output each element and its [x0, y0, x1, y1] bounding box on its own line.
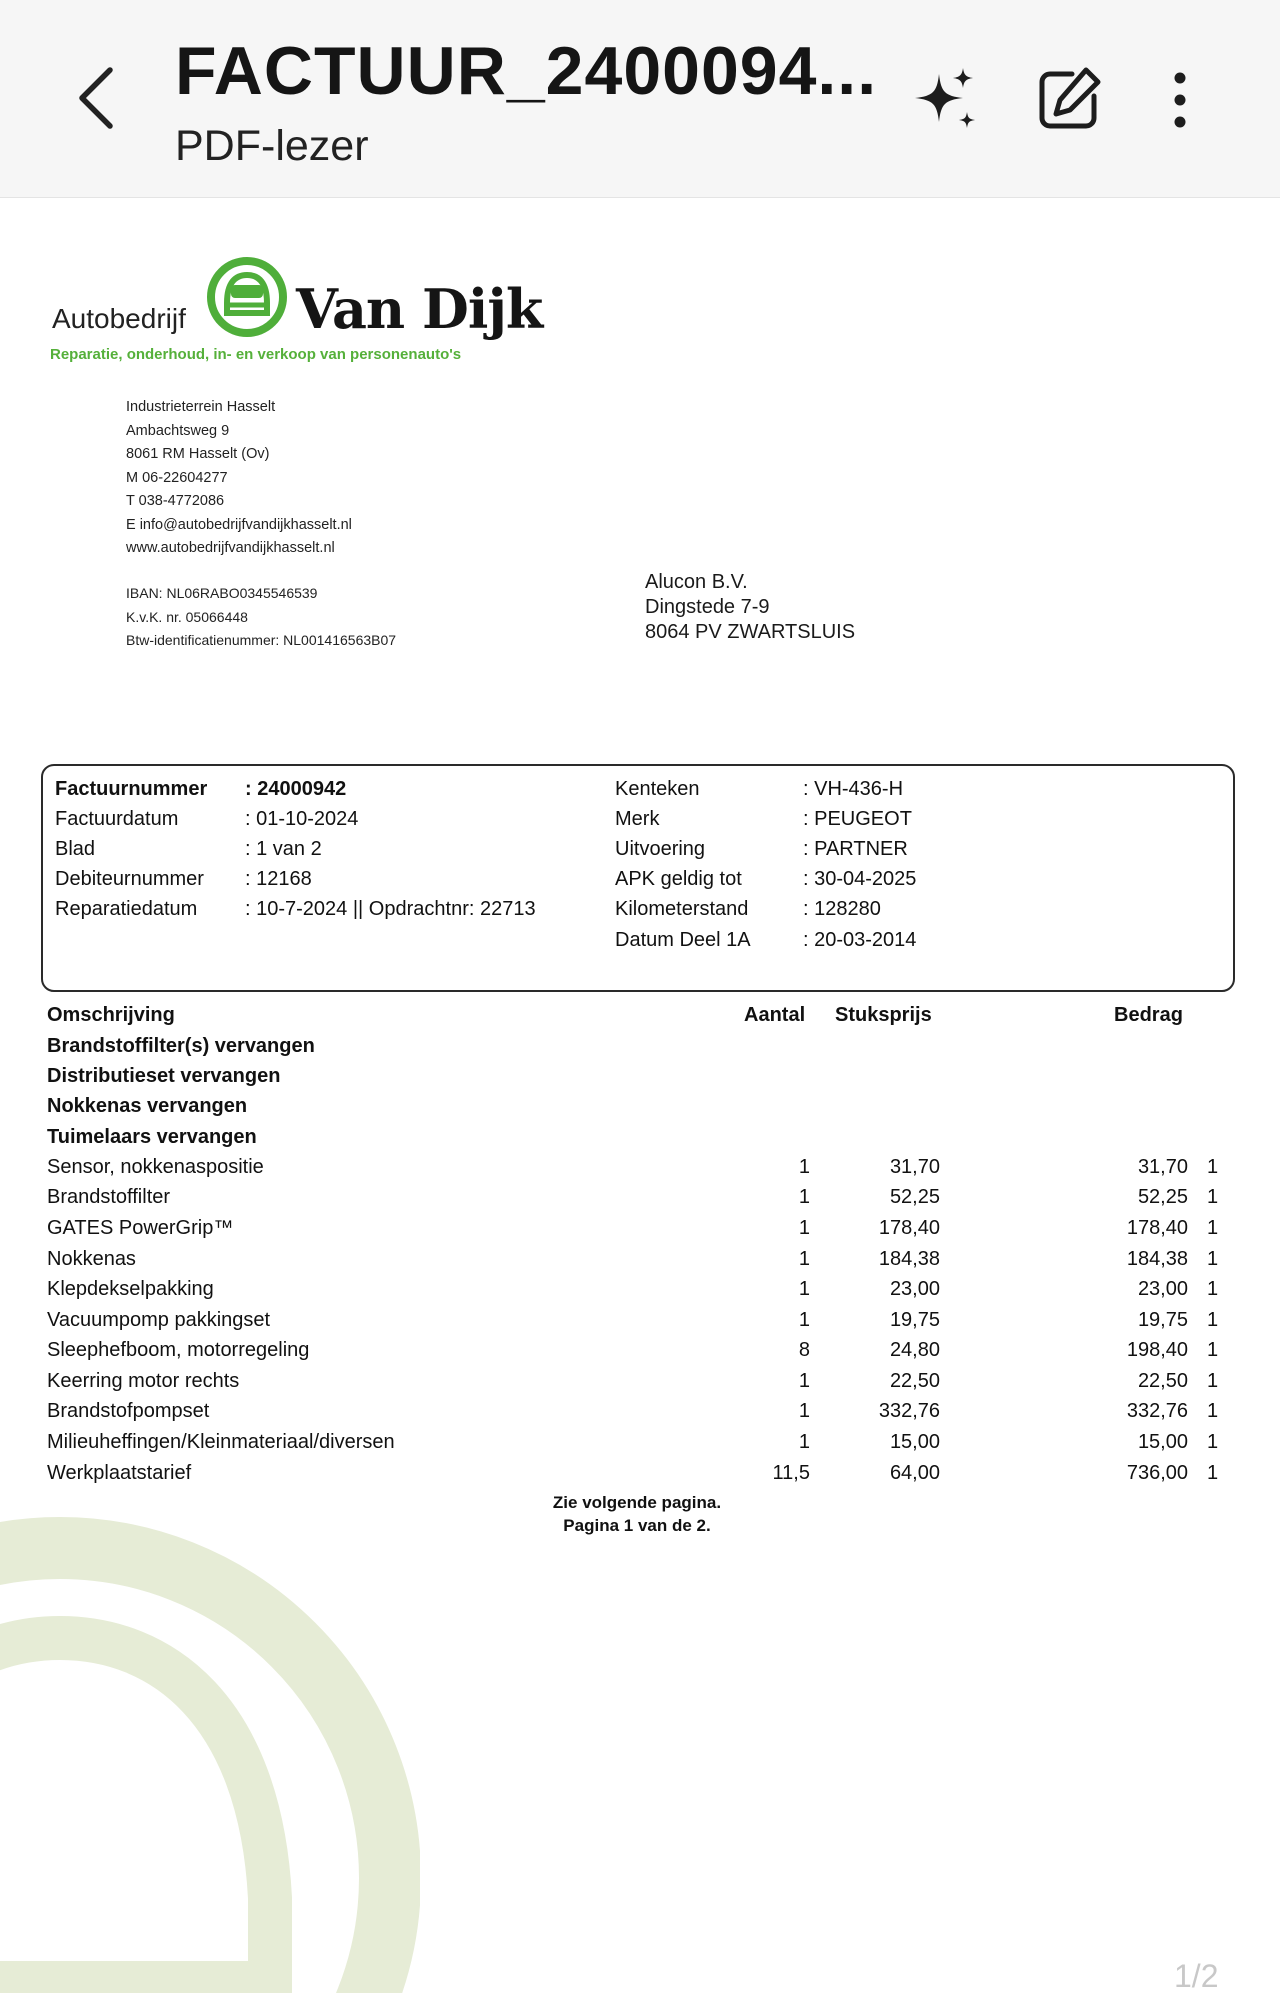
item-description: Werkplaatstarief — [47, 1462, 192, 1484]
task-line: Tuimelaars vervangen — [47, 1126, 257, 1148]
vehicle-brand: : PEUGEOT — [803, 808, 912, 830]
license-plate: : VH-436-H — [803, 778, 904, 800]
info-label: Factuurdatum — [55, 808, 179, 830]
item-description: Keerring motor rechts — [47, 1370, 240, 1392]
table-row — [0, 1462, 1280, 1492]
item-unit-price: 31,70 — [889, 1156, 940, 1178]
column-header-quantity: Aantal — [744, 1004, 806, 1026]
company-address-block — [126, 396, 352, 561]
table-row — [0, 1186, 1280, 1216]
recipient-city: 8064 PV ZWARTSLUIS — [645, 621, 856, 643]
info-label: Uitvoering — [615, 838, 706, 860]
task-line: Brandstoffilter(s) vervangen — [47, 1035, 315, 1057]
column-header-description: Omschrijving — [47, 1004, 175, 1026]
website-url: www.autobedrijfvandijkhasselt.nl — [126, 540, 335, 556]
recipient-name: Alucon B.V. — [645, 571, 748, 593]
table-row — [0, 1339, 1280, 1369]
item-quantity: 1 — [798, 1431, 810, 1453]
item-amount: 22,50 — [1137, 1370, 1188, 1392]
item-vat-code: 1 — [1207, 1462, 1219, 1484]
info-label: Kilometerstand — [615, 898, 749, 920]
info-label: Blad — [55, 838, 96, 860]
info-label: Merk — [615, 808, 660, 830]
app-bar — [0, 0, 1280, 198]
item-quantity: 1 — [798, 1370, 810, 1392]
item-amount: 52,25 — [1137, 1186, 1188, 1208]
info-label: Factuurnummer — [55, 778, 208, 800]
more-options-button[interactable] — [1140, 60, 1220, 140]
item-description: GATES PowerGrip™ — [47, 1217, 234, 1239]
item-description: Brandstofpompset — [47, 1400, 210, 1422]
item-amount: 184,38 — [1126, 1248, 1188, 1270]
table-row — [0, 1431, 1280, 1461]
sheet-number: : 1 van 2 — [245, 838, 322, 860]
table-row — [0, 1156, 1280, 1186]
item-amount: 332,76 — [1126, 1400, 1188, 1422]
invoice-date: : 01-10-2024 — [245, 808, 359, 830]
vat-number: Btw-identificatienummer: NL001416563B07 — [126, 632, 397, 648]
item-vat-code: 1 — [1207, 1400, 1219, 1422]
continued-note: Zie volgende pagina. — [552, 1493, 722, 1512]
info-label: Datum Deel 1A — [615, 929, 751, 951]
item-unit-price: 22,50 — [889, 1370, 940, 1392]
item-quantity: 1 — [798, 1248, 810, 1270]
edit-icon — [1028, 60, 1108, 140]
pdf-page[interactable] — [0, 198, 1280, 1993]
item-description: Vacuumpomp pakkingset — [47, 1309, 271, 1331]
viewer-app-name: PDF-lezer — [175, 122, 369, 170]
item-unit-price: 184,38 — [878, 1248, 940, 1270]
page-indicator: 1/2 — [1174, 1958, 1219, 1993]
item-quantity: 1 — [798, 1186, 810, 1208]
vehicle-model: : PARTNER — [803, 838, 908, 860]
item-quantity: 1 — [798, 1217, 810, 1239]
table-row — [0, 1400, 1280, 1430]
repair-date: : 10-7-2024 || Opdrachtnr: 22713 — [245, 898, 536, 920]
info-label: APK geldig tot — [615, 868, 742, 890]
page-of-pages-note: Pagina 1 van de 2. — [563, 1516, 711, 1535]
item-unit-price: 23,00 — [889, 1278, 940, 1300]
item-description: Milieuheffingen/Kleinmateriaal/diversen — [47, 1431, 395, 1453]
item-amount: 31,70 — [1137, 1156, 1188, 1178]
back-button[interactable] — [62, 56, 132, 136]
item-unit-price: 332,76 — [878, 1400, 940, 1422]
item-quantity: 11,5 — [772, 1462, 810, 1484]
item-vat-code: 1 — [1207, 1278, 1219, 1300]
item-unit-price: 178,40 — [878, 1217, 940, 1239]
address-line: Industrieterrein Hasselt — [126, 399, 276, 415]
item-unit-price: 24,80 — [889, 1339, 940, 1361]
item-vat-code: 1 — [1207, 1431, 1219, 1453]
item-vat-code: 1 — [1207, 1217, 1219, 1239]
ai-assist-button[interactable] — [905, 60, 985, 140]
sparkles-icon — [905, 60, 985, 140]
item-vat-code: 1 — [1207, 1370, 1219, 1392]
item-description: Brandstoffilter — [47, 1186, 171, 1208]
edit-button[interactable] — [1028, 60, 1108, 140]
table-row — [0, 1278, 1280, 1308]
item-quantity: 8 — [798, 1339, 810, 1361]
odometer-reading: : 128280 — [803, 898, 881, 920]
item-amount: 19,75 — [1137, 1309, 1188, 1331]
back-arrow-icon — [62, 56, 132, 136]
iban: IBAN: NL06RABO0345546539 — [126, 585, 318, 601]
task-line: Nokkenas vervangen — [47, 1095, 248, 1117]
item-vat-code: 1 — [1207, 1309, 1219, 1331]
invoice-number: : 24000942 — [245, 778, 347, 800]
item-quantity: 1 — [798, 1278, 810, 1300]
company-bank-block — [126, 582, 396, 653]
info-label: Kenteken — [615, 778, 700, 800]
item-unit-price: 64,00 — [889, 1462, 940, 1484]
email-address: E info@autobedrijfvandijkhasselt.nl — [126, 516, 352, 533]
item-vat-code: 1 — [1207, 1186, 1219, 1208]
item-amount: 736,00 — [1126, 1462, 1188, 1484]
item-vat-code: 1 — [1207, 1156, 1219, 1178]
registration-date: : 20-03-2014 — [803, 929, 917, 951]
more-vertical-icon — [1140, 60, 1220, 140]
item-amount: 178,40 — [1126, 1217, 1188, 1239]
table-row — [0, 1217, 1280, 1247]
recipient-address-block — [645, 570, 855, 645]
info-label: Debiteurnummer — [55, 868, 204, 890]
item-quantity: 1 — [798, 1156, 810, 1178]
item-unit-price: 19,75 — [889, 1309, 940, 1331]
column-header-amount: Bedrag — [1114, 1004, 1183, 1026]
mobile-number: M 06-22604277 — [126, 469, 228, 486]
item-amount: 15,00 — [1137, 1431, 1188, 1453]
item-amount: 23,00 — [1137, 1278, 1188, 1300]
address-line: Ambachtsweg 9 — [126, 422, 230, 439]
item-description: Nokkenas — [47, 1248, 136, 1270]
item-unit-price: 52,25 — [889, 1186, 940, 1208]
document-title: FACTUUR_2400094... — [175, 33, 878, 109]
task-line: Distributieset vervangen — [47, 1065, 281, 1087]
phone-number: T 038-4772086 — [126, 493, 225, 509]
item-description: Klepdekselpakking — [47, 1278, 214, 1300]
debtor-number: : 12168 — [245, 868, 312, 890]
address-line: 8061 RM Hasselt (Ov) — [126, 446, 270, 462]
company-tagline: Reparatie, onderhoud, in- en verkoop van personenauto's — [50, 346, 462, 363]
invoice-info-box — [41, 764, 1235, 992]
item-vat-code: 1 — [1207, 1339, 1219, 1361]
table-row — [0, 1309, 1280, 1339]
item-vat-code: 1 — [1207, 1248, 1219, 1270]
logo-prefix-text: Autobedrijf — [52, 303, 186, 334]
item-description: Sensor, nokkenaspositie — [47, 1156, 264, 1178]
item-amount: 198,40 — [1126, 1339, 1188, 1361]
item-quantity: 1 — [798, 1400, 810, 1422]
logo-company-name: Van Dijk — [296, 277, 543, 341]
logo-emblem-icon — [205, 255, 289, 339]
recipient-street: Dingstede 7-9 — [645, 596, 770, 618]
item-description: Sleephefboom, motorregeling — [47, 1339, 310, 1361]
table-row — [0, 1370, 1280, 1400]
item-quantity: 1 — [798, 1309, 810, 1331]
apk-valid-until: : 30-04-2025 — [803, 868, 917, 890]
column-header-unit-price: Stuksprijs — [835, 1004, 932, 1026]
item-unit-price: 15,00 — [889, 1431, 940, 1453]
kvk-number: K.v.K. nr. 05066448 — [126, 608, 248, 625]
table-row — [0, 1248, 1280, 1278]
info-label: Reparatiedatum — [55, 898, 198, 920]
